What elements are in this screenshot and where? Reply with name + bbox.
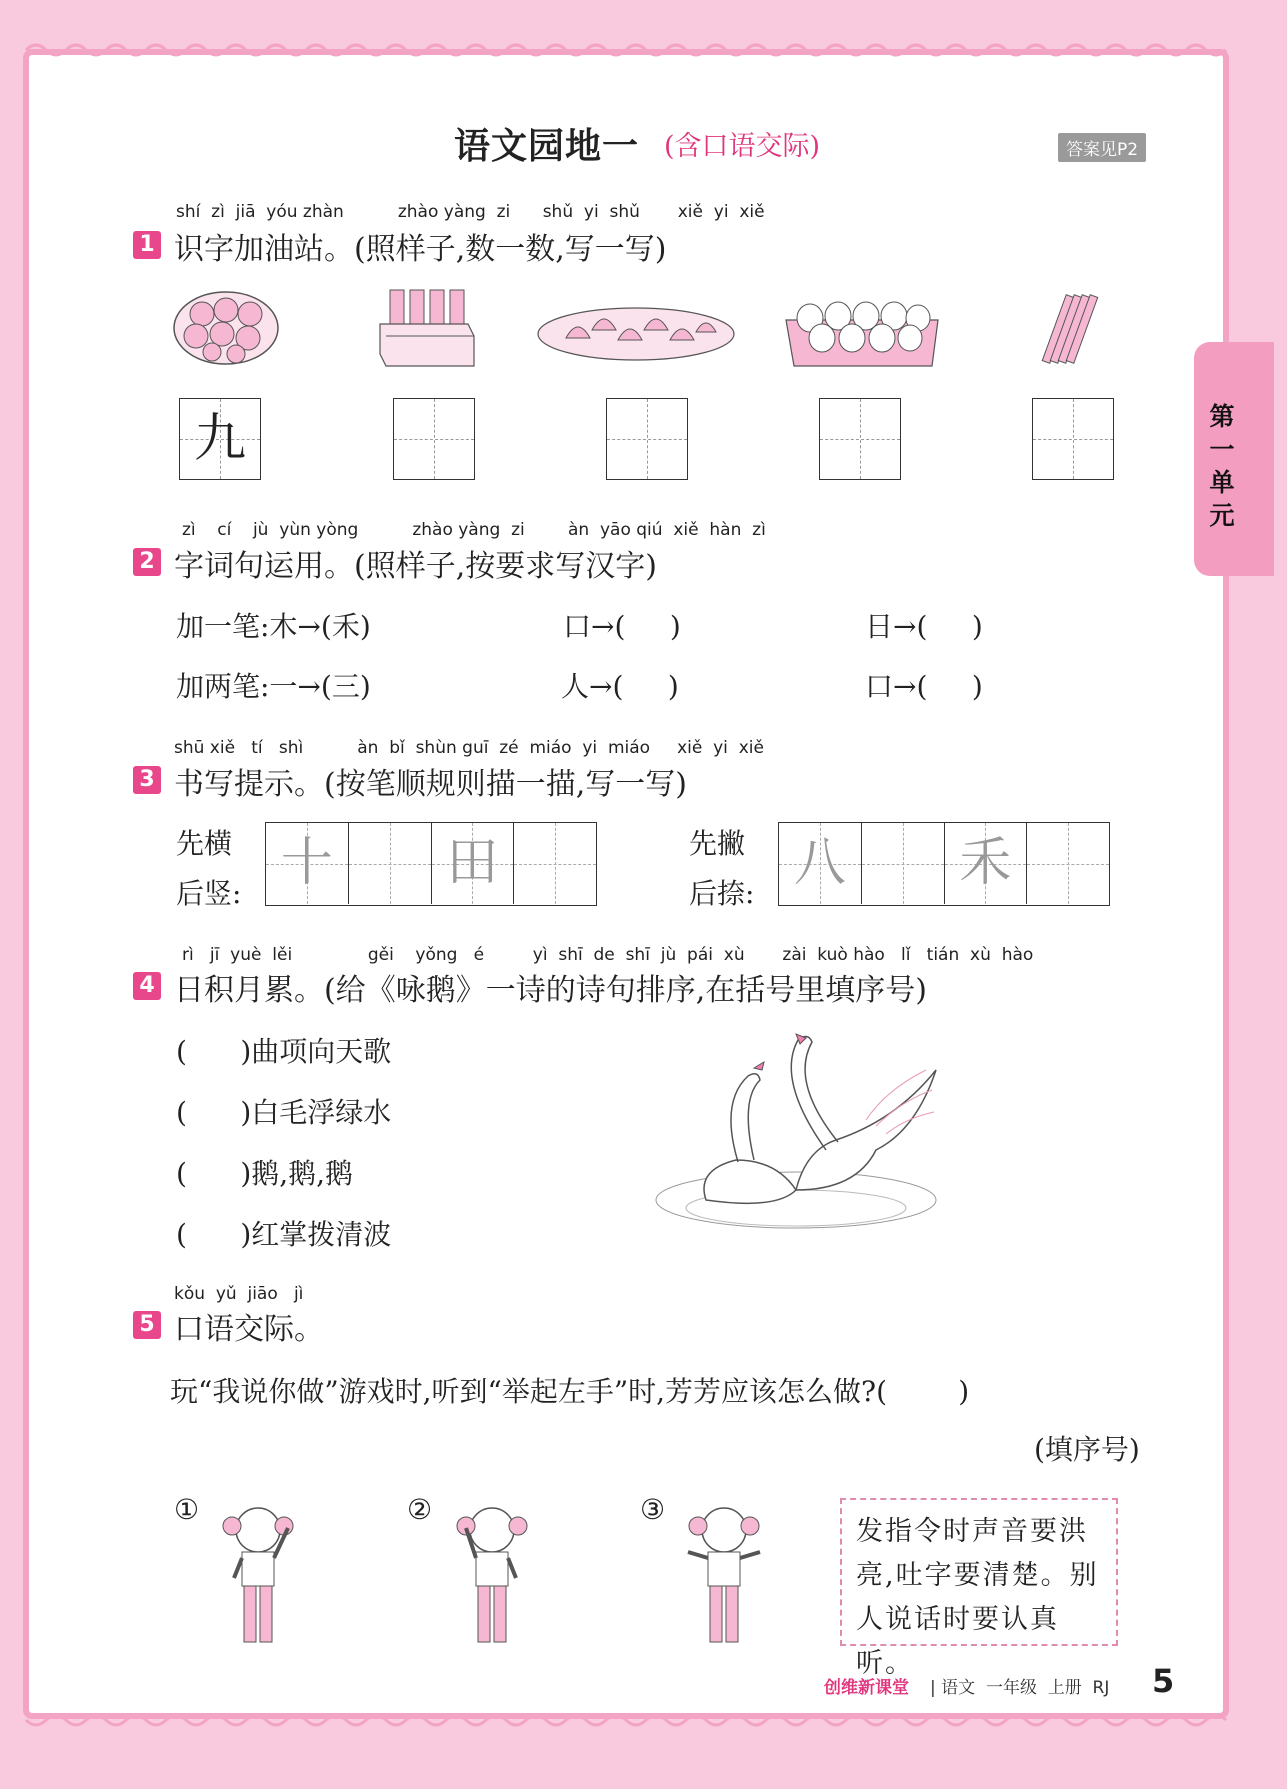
q1-writing-grid[interactable]	[606, 398, 688, 480]
q1-grid-char	[1033, 399, 1113, 479]
footer-brand: 创维新课堂	[824, 1678, 909, 1698]
q1-pinyin: shí zì jiā yóu zhàn zhào yàng zi shǔ yi shǔ xiě yi xiě	[176, 202, 765, 222]
q5-option-marker[interactable]: ③	[640, 1493, 666, 1526]
q4-poem-line[interactable]: ( )曲项向天歌	[176, 1035, 392, 1068]
q5-number-badge: 5	[133, 1311, 161, 1339]
footer-course-info: | 语文 一年级 上册 RJ	[930, 1678, 1110, 1698]
box-of-bottles-illustration	[376, 284, 476, 370]
page-number: 5	[1152, 1662, 1175, 1700]
girl-raising-hand-illustration	[214, 1500, 304, 1650]
page-subtitle: (含口语交际)	[664, 131, 821, 162]
q2-row1-example: 加一笔:木→(禾)	[176, 610, 371, 643]
q3-writing-cell[interactable]	[862, 823, 945, 904]
q3-heading: 书写提示。(按笔顺规则描一描,写一写)	[174, 767, 687, 802]
plate-of-buns-illustration	[172, 284, 280, 366]
q3-writing-cell[interactable]	[1027, 823, 1109, 904]
q1-writing-grid[interactable]	[819, 398, 901, 480]
q1-grid-char	[820, 399, 900, 479]
q3-right-label-bottom: 后捺:	[689, 877, 755, 910]
q1-writing-grid[interactable]	[179, 398, 261, 480]
q3-trace-char: 禾	[959, 833, 1012, 893]
q2-heading: 字词句运用。(照样子,按要求写汉字)	[174, 549, 657, 584]
q2-row2-blank[interactable]: 人→( )	[561, 670, 679, 703]
q2-pinyin: zì cí jù yùn yòng zhào yàng zi àn yāo qiú xiě hàn zì	[182, 520, 766, 540]
girl-raising-hand-illustration	[448, 1500, 538, 1650]
q5-option-marker[interactable]: ②	[407, 1493, 433, 1526]
q4-pinyin: rì jī yuè lěi gěi yǒng é yì shī de shī jù pái xù zài kuò hào lǐ tián xù hào	[182, 945, 1034, 965]
page-title: 语文园地一	[454, 126, 640, 167]
q5-heading: 口语交际。	[174, 1312, 324, 1347]
q3-writing-cell[interactable]	[779, 823, 862, 904]
plate-of-dumplings-illustration	[536, 300, 736, 366]
q3-writing-cell[interactable]	[349, 823, 432, 904]
unit-side-label: 第一单元	[1209, 402, 1235, 530]
q3-trace-char: 十	[280, 833, 333, 893]
q1-number-badge: 1	[133, 231, 161, 259]
q1-grid-char	[607, 399, 687, 479]
girl-both-hands-illustration	[680, 1500, 770, 1650]
q3-left-label-bottom: 后竖:	[176, 877, 242, 910]
answer-reference-badge: 答案见P2	[1058, 133, 1146, 162]
q2-number-badge: 2	[133, 548, 161, 576]
q3-writing-cell[interactable]	[514, 823, 596, 904]
swans-illustration	[646, 1030, 946, 1240]
q4-heading: 日积月累。(给《咏鹅》一诗的诗句排序,在括号里填序号)	[174, 973, 927, 1008]
q3-trace-char	[1027, 823, 1109, 904]
q4-poem-line[interactable]: ( )鹅,鹅,鹅	[176, 1157, 354, 1190]
bundle-of-sticks-illustration	[1040, 284, 1104, 374]
speaking-tip-box: 发指令时声音要洪亮,吐字要清楚。别人说话时要认真听。	[840, 1498, 1118, 1646]
q4-poem-line[interactable]: ( )红掌拨清波	[176, 1218, 392, 1251]
q3-writing-cell[interactable]	[945, 823, 1028, 904]
q1-heading: 识字加油站。(照样子,数一数,写一写)	[174, 232, 667, 267]
q3-left-label-top: 先横	[176, 827, 233, 860]
q5-pinyin: kǒu yǔ jiāo jì	[174, 1284, 304, 1304]
q2-row1-blank[interactable]: 口→( )	[563, 610, 681, 643]
q3-pinyin: shū xiě tí shì àn bǐ shùn guī zé miáo yi miáo xiě yi xiě	[174, 738, 764, 758]
q3-number-badge: 3	[133, 766, 161, 794]
q3-left-writing-strip[interactable]	[265, 822, 597, 906]
q3-trace-char	[514, 823, 596, 904]
q5-question[interactable]: 玩“我说你做”游戏时,听到“举起左手”时,芳芳应该怎么做?( )	[170, 1375, 970, 1408]
q3-trace-char: 田	[446, 833, 499, 893]
q3-right-writing-strip[interactable]	[778, 822, 1110, 906]
q5-option-marker[interactable]: ①	[174, 1493, 200, 1526]
q3-trace-char: 八	[793, 833, 846, 893]
q1-grid-char: 九	[193, 409, 246, 469]
q3-right-label-top: 先撇	[689, 827, 746, 860]
q3-writing-cell[interactable]	[266, 823, 349, 904]
q3-trace-char	[862, 823, 944, 904]
q3-trace-char	[349, 823, 431, 904]
q1-writing-grid[interactable]	[393, 398, 475, 480]
egg-carton-illustration	[782, 296, 942, 370]
q1-writing-grid[interactable]	[1032, 398, 1114, 480]
q2-row1-blank[interactable]: 日→( )	[865, 610, 983, 643]
q4-number-badge: 4	[133, 972, 161, 1000]
q2-row2-blank[interactable]: 口→( )	[865, 670, 983, 703]
q2-row2-example: 加两笔:一→(三)	[176, 670, 371, 703]
q3-writing-cell[interactable]	[432, 823, 515, 904]
q4-poem-line[interactable]: ( )白毛浮绿水	[176, 1096, 392, 1129]
q5-fill-hint: (填序号)	[1034, 1433, 1140, 1466]
q1-grid-char	[394, 399, 474, 479]
